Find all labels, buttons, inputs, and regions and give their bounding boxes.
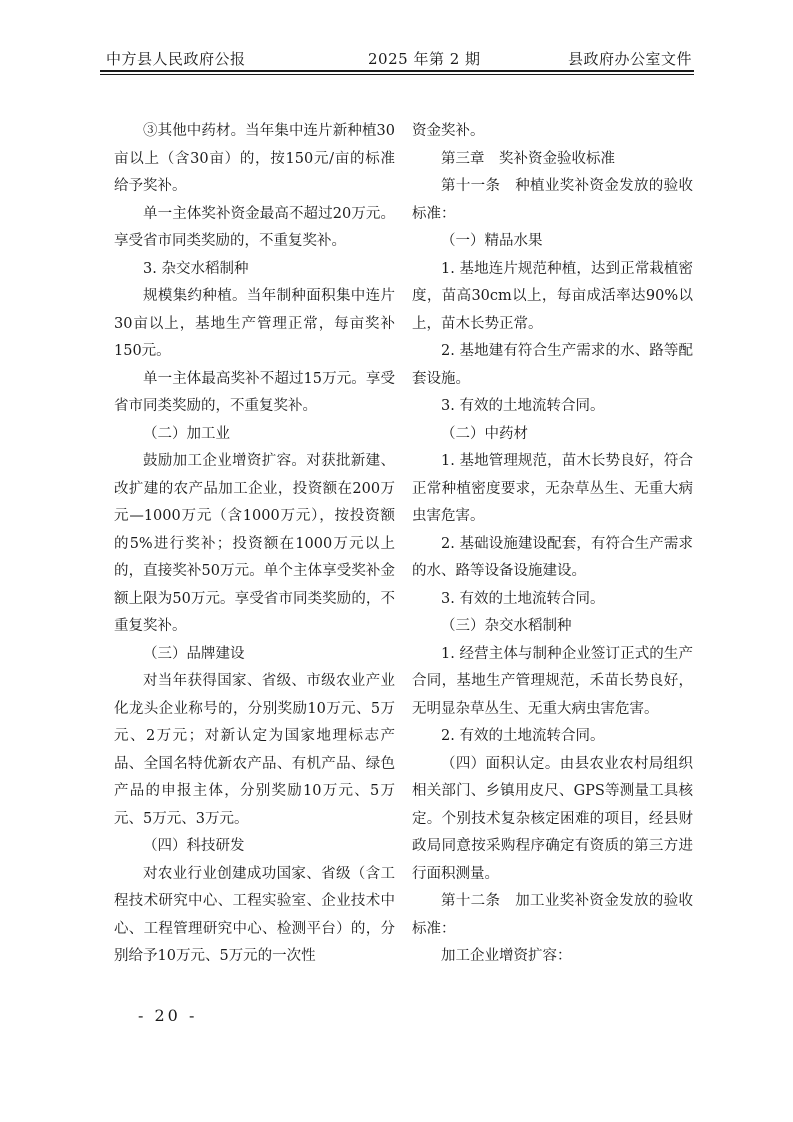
header-issue: 2025 年第 2 期 — [368, 50, 481, 68]
subheading: 3. 杂交水稻制种 — [143, 260, 249, 277]
paragraph: ③其他中药材。当年集中连片新种植30亩以上（含30亩）的，按150元/亩的标准给予奖补。 — [114, 123, 395, 194]
header-rule-thick — [100, 70, 694, 72]
subheading: （二）中药材 — [441, 425, 528, 442]
paragraph: 1. 经营主体与制种企业签订正式的生产合同，基地生产管理规范，禾苗长势良好，无明显杂草丛生、无重大病虫害危害。 — [412, 645, 693, 717]
paragraph: 资金奖补。 — [412, 123, 485, 139]
paragraph: 对农业行业创建成功国家、省级（含工程技术研究中心、工程实验室、企业技术中心、工程管理研究中心、检测平台）的，分别给予10万元、5万元的一次性 — [114, 865, 395, 964]
paragraph: 鼓励加工企业增资扩容。对获批新建、改扩建的农产品加工企业，投资额在200万元—1000万元（含1000万元），按投资额的5%进行奖补；投资额在1000万元以上的，直接奖补50万元。单个主体享受奖补金额上限为50万元。享受省市同类奖励的，不重复奖补。 — [114, 453, 395, 634]
article-heading: 第十一条 种植业奖补资金发放的验收标准： — [412, 178, 693, 222]
paragraph: 加工企业增资扩容： — [441, 948, 572, 964]
header-publication-title: 中方县人民政府公报 — [106, 50, 246, 68]
paragraph: 3. 有效的土地流转合同。 — [441, 398, 605, 414]
paragraph: 对当年获得国家、省级、市级农业产业化龙头企业称号的，分别奖励10万元、5万元、2万元；对新认定为国家地理标志产品、全国名特优新农产品、有机产品、绿色产品的申报主体，分别奖励10万元、5万元、5万元、3万元。 — [114, 673, 395, 827]
paragraph: 2. 基地建有符合生产需求的水、路等配套设施。 — [412, 343, 693, 387]
subheading: （三）品牌建设 — [143, 645, 245, 662]
paragraph: 2. 基础设施建设配套，有符合生产需求的水、路等设备设施建设。 — [412, 535, 693, 579]
chapter-heading: 第三章 奖补资金验收标准 — [441, 150, 615, 167]
paragraph: 3. 有效的土地流转合同。 — [441, 590, 605, 607]
right-column — [412, 118, 693, 971]
subheading: （一）精品水果 — [441, 233, 543, 249]
paragraph: 2. 有效的土地流转合同。 — [441, 728, 605, 744]
paragraph: 1. 基地管理规范，苗木长势良好，符合正常种植密度要求，无杂草丛生、无重大病虫害危害。 — [412, 453, 693, 524]
header-rule-thin — [100, 74, 694, 75]
page-header — [100, 48, 694, 72]
paragraph: （四）面积认定。由县农业农村局组织相关部门、乡镇用皮尺、GPS等测量工具核定。个别技术复杂核定困难的项目，经县财政局同意按采购程序确定有资质的第三方进行面积测量。 — [412, 755, 693, 882]
paragraph: 规模集约种植。当年制种面积集中连片30亩以上，基地生产管理正常，每亩奖补150元。 — [114, 288, 395, 359]
subheading: （四）科技研发 — [143, 838, 245, 854]
paragraph: 单一主体最高奖补不超过15万元。享受省市同类奖励的，不重复奖补。 — [114, 370, 395, 414]
subheading: （二）加工业 — [143, 425, 230, 442]
article-heading: 第十二条 加工业奖补资金发放的验收标准： — [412, 893, 693, 937]
header-section: 县政府办公室文件 — [567, 50, 692, 68]
subheading: （三）杂交水稻制种 — [441, 618, 572, 634]
page-number: - 20 - — [138, 1006, 198, 1025]
paragraph: 1. 基地连片规范种植，达到正常栽植密度，苗高30cm以上，每亩成活率达90%以上，苗木长势正常。 — [412, 260, 693, 332]
paragraph: 单一主体奖补资金最高不超过20万元。享受省市同类奖励的，不重复奖补。 — [114, 205, 395, 249]
left-column — [114, 118, 395, 971]
